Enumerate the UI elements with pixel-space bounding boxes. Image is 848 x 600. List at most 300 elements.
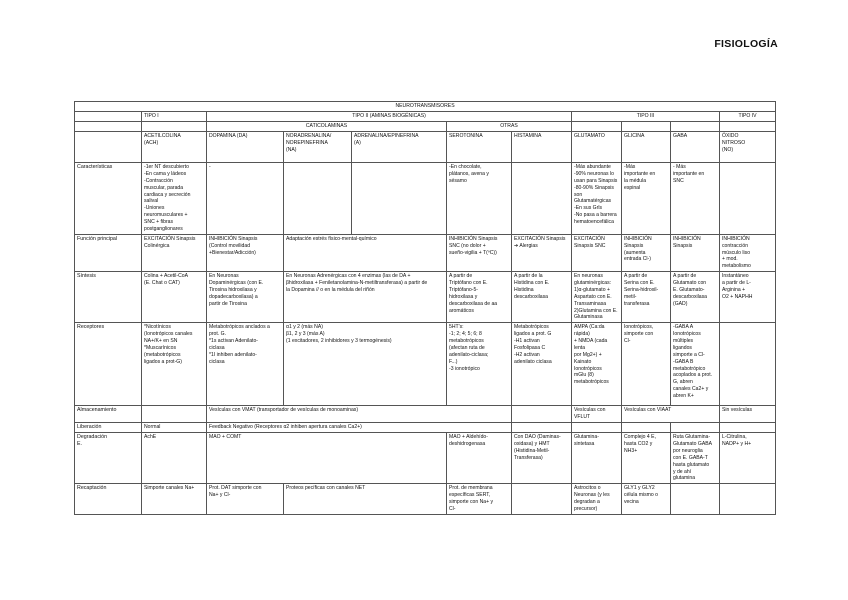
cell-line: muscular, parada <box>144 184 184 191</box>
cell-line: -Uniones <box>144 205 165 212</box>
cell-car-da <box>207 163 284 235</box>
cell-line: EXCITACIÓN Sinapsis <box>144 235 196 242</box>
cell-line: *1I inhiben adenilato- <box>209 351 257 358</box>
cell-fun-na-a <box>284 234 447 271</box>
cell-car-gli <box>622 163 671 235</box>
cell-line: INHIBICIÓN <box>722 235 750 242</box>
cell-line: múltiples <box>673 338 694 344</box>
cell-line: ligandos <box>673 344 692 351</box>
empty-cell <box>142 122 207 132</box>
cell-line: vecina <box>624 499 639 506</box>
cell-line: -1; 2; 4; 5; 6; 8 <box>449 331 482 338</box>
cell-line: -En cama y ládeos <box>144 170 187 177</box>
cell-rca-glu <box>572 484 622 515</box>
row-label-receptores: Receptores <box>75 323 142 406</box>
empty-cell <box>75 132 142 163</box>
cell-line: usan para Sinapsis <box>574 177 618 184</box>
cell-line: Glutaminasa <box>574 314 603 321</box>
cell-line: -H2 activan <box>514 351 540 358</box>
cell-deg-his <box>512 433 572 484</box>
cell-line: Instantáneo <box>722 273 749 280</box>
table-row <box>75 163 776 235</box>
cell-line: +Bienestar/Adicción) <box>209 249 256 256</box>
cell-rec-gli <box>622 323 671 406</box>
cell-line: importante en <box>624 170 656 177</box>
cell-line: En Neuronas Adrenérgicas con 4 enzimas (las de DA + <box>286 273 411 280</box>
cell-line: En Neuronas <box>209 273 239 280</box>
cell-line: metabotrópico <box>673 365 706 372</box>
cell-alm-his <box>512 406 572 423</box>
cell-line: MAO + Aldehído- <box>449 434 488 441</box>
cell-deg-gaba <box>671 433 720 484</box>
cell-line: A partir de <box>673 273 697 280</box>
cell-line: NADP+ y H+ <box>722 441 752 448</box>
cell-line: adenilato ciclasa <box>514 358 552 365</box>
empty-cell <box>671 122 720 132</box>
cell-line: -No pasa a barrera <box>574 212 617 219</box>
row-label-recaptacion: Recaptación <box>75 484 142 515</box>
cell-line: Glutamina-sintetasa <box>574 434 599 448</box>
col-header-ser <box>447 132 512 163</box>
cell-line: oxidasa) y HMT <box>514 441 550 448</box>
cell-car-no <box>720 163 776 235</box>
cell-rca-no <box>720 484 776 515</box>
cell-line: adenilato-ciclasa; <box>449 351 489 358</box>
cell-line: acoplados a prot. <box>673 372 713 379</box>
cell-line: Vesículas con VIAAT <box>624 407 672 414</box>
cell-line: F...) <box>449 358 458 365</box>
cell-line: (E. Chat o CAT) <box>144 280 180 286</box>
cell-line: Normal <box>144 424 161 430</box>
cell-fun-ach <box>142 234 207 271</box>
row-label-caracteristicas: Características <box>75 163 142 235</box>
cell-sin-ach <box>142 272 207 323</box>
col-header-no <box>720 132 776 163</box>
table-row <box>75 323 776 406</box>
cell-lib-feedback <box>207 423 512 433</box>
cell-line: Arginina + <box>722 286 746 293</box>
cell-car-gaba <box>671 163 720 235</box>
cell-line: + mod. <box>722 256 738 263</box>
cell-line: A partir de la <box>514 273 543 280</box>
cell-line: Colina + Acetil-CoA <box>144 273 189 280</box>
cell-line: GLUTAMATO <box>574 133 605 139</box>
table-title: NEUROTRANSMISORES <box>75 102 776 112</box>
cell-line: (Ionotrópicos canales <box>144 331 193 338</box>
cell-line: ADRENALINA/EPINEFRINA <box>354 133 419 139</box>
cell-line: -1er NT descubierto <box>144 164 189 170</box>
cell-line: Transaminasa <box>574 300 607 307</box>
row-label-funcion: Función principal <box>75 234 142 271</box>
cell-sin-gaba <box>671 272 720 323</box>
cell-lib-glu <box>572 423 622 433</box>
cell-line: Na+ y Cl- <box>209 492 231 499</box>
cell-line: A partir de <box>449 273 473 280</box>
cell-line: - Más <box>673 164 686 170</box>
cell-line: βhidroxilasa + Feniletanolamina-N-metiltransferasa) a partir de <box>286 280 428 286</box>
cell-line: Complejo 4 E, <box>624 434 656 441</box>
cell-sin-glu <box>572 272 622 323</box>
cell-line: mGlu (8) <box>574 372 594 379</box>
cell-deg-ach <box>142 433 207 484</box>
cell-alm-vmat <box>207 406 512 423</box>
cell-line: Metabotrópicos anclados a <box>209 324 270 331</box>
corner-cell <box>75 112 142 122</box>
cell-car-his <box>512 163 572 235</box>
cell-car-glu <box>572 163 622 235</box>
cell-line: importante en <box>673 170 705 177</box>
cell-line: ligados a prot-G) <box>144 358 182 365</box>
cell-line: deshidrogenasa <box>449 441 486 448</box>
cell-line: Prot. de membrana <box>449 485 493 492</box>
cell-line: degradan a <box>574 499 600 506</box>
cell-line: (Histidina-Metil- <box>514 447 550 454</box>
table-row <box>75 234 776 271</box>
cell-fun-da <box>207 234 284 271</box>
cell-line: Histidina <box>514 286 534 293</box>
cell-fun-gaba <box>671 234 720 271</box>
header-catecolaminas: CATICOLAMINAS <box>207 122 447 132</box>
cell-rec-na-a <box>284 323 447 406</box>
col-header-glu <box>572 132 622 163</box>
table-row <box>75 423 776 433</box>
cell-line: glutamina <box>673 475 696 482</box>
cell-deg-no <box>720 433 776 484</box>
cell-line: -80-90% Sinapsis <box>574 184 614 191</box>
cell-line: + NMDA (cada lenta <box>574 338 609 351</box>
header-tipo-ii: TIPO II (AMINAS BIOGÉNICAS) <box>207 112 572 122</box>
cell-lib-his <box>512 423 572 433</box>
cell-sin-gli <box>622 272 671 323</box>
cell-line: -En sus Grls <box>574 205 603 212</box>
cell-line: (aumenta <box>624 249 646 256</box>
cell-line: simporte con Na+ y <box>449 499 494 506</box>
cell-line: INHIBICIÓN Sinapsis <box>449 235 498 242</box>
cell-line: Ionotrópicos <box>574 365 602 372</box>
cell-line: hasta CO2 y <box>624 441 653 448</box>
cell-line: SNC (no dolor + <box>449 242 486 249</box>
cell-line: A partir de <box>624 273 648 280</box>
row-label-degradacion-text: Degradación <box>77 434 108 441</box>
cell-line: (NO) <box>722 146 734 153</box>
cell-car-ach <box>142 163 207 235</box>
cell-line: Fosfolipasa C <box>514 344 546 351</box>
cell-line: (NA) <box>286 146 297 153</box>
cell-line: simporte con <box>624 331 654 338</box>
cell-line: Metabotrópicos <box>514 324 549 331</box>
empty-cell <box>75 122 142 132</box>
cell-line: -GABA B <box>673 358 694 365</box>
cell-line: Sinapsis <box>673 242 693 249</box>
cell-rca-his <box>512 484 572 515</box>
cell-line: Vesículas con VFLUT <box>574 407 607 421</box>
cell-line: Triptófano con E. <box>449 280 488 286</box>
cell-line: AMPA (Ca:da rápida) <box>574 324 606 338</box>
cell-line: *1s activan Adenilato- <box>209 338 258 344</box>
cell-line: -90% neuronas lo <box>574 170 614 177</box>
page-title: FISIOLOGÍA <box>714 38 778 50</box>
cell-line: MAO + COMT <box>209 434 242 441</box>
cell-line: O2 + NAPHH <box>722 293 753 300</box>
cell-line: salival <box>144 198 159 205</box>
cell-line: (GAD) <box>673 300 688 307</box>
cell-line: son Glutamatérgicas <box>574 191 612 205</box>
row-label-degradacion <box>75 433 142 484</box>
cell-line: Prot. DAT simporte con <box>209 485 262 492</box>
empty-cell <box>572 122 622 132</box>
cell-line: Ionotrópicos <box>673 331 701 338</box>
cell-line: (1 excitadores, 2 inhibidores y 3 termogénesis) <box>286 338 392 344</box>
cell-line: EXCITACIÓN <box>574 235 605 242</box>
table-row <box>75 433 776 484</box>
cell-fun-no <box>720 234 776 271</box>
cell-line: NOREPINEFRINA <box>286 139 328 146</box>
cell-line: a partir de L- <box>722 280 751 286</box>
cell-line: aromáticos <box>449 307 474 314</box>
cell-sin-da <box>207 272 284 323</box>
cell-line: INHIBICIÓN <box>673 235 701 242</box>
cell-rca-na-a <box>284 484 447 515</box>
cell-line: Feedback Negativo (Receptores α2 inhiben apertura canales Ca2+) <box>209 424 362 430</box>
cell-line: 2)Glutamina con E. <box>574 307 618 314</box>
cell-line: DOPAMINA (DA) <box>209 133 248 139</box>
neurotransmitters-table <box>74 101 776 515</box>
cell-line: GABA <box>673 133 688 139</box>
cell-line: β1, 2 y 3 (más A) <box>286 331 325 338</box>
cell-line: L-Citrulina, <box>722 434 747 441</box>
cell-line: (metabotrópicos <box>144 351 181 358</box>
cell-car-ser <box>447 163 512 235</box>
cell-line: GLY1 y GLY2 <box>624 485 655 492</box>
cell-line: dopadecarboxilasa) a <box>209 293 258 300</box>
cell-line: ligados a prot. G <box>514 331 552 338</box>
col-header-gli <box>622 132 671 163</box>
cell-line: Transferasa) <box>514 454 543 461</box>
cell-line: metabolismo <box>722 263 751 270</box>
cell-line: hidroxilasa y <box>449 293 478 300</box>
cell-deg-glu <box>572 433 622 484</box>
table-row <box>75 484 776 515</box>
cell-line: Sinapsis SNC <box>574 242 606 249</box>
cell-line: - <box>209 164 211 170</box>
cell-line: específicas SERT, <box>449 492 491 499</box>
cell-line: plátanos, avena y <box>449 170 489 177</box>
cell-sin-ser <box>447 272 512 323</box>
cell-line: descarboxilasa <box>673 293 707 300</box>
cell-line: α1 y 2 (más NA) <box>286 324 323 331</box>
cell-line: (Control movilidad <box>209 242 251 249</box>
cell-line: NH3+ <box>624 447 638 454</box>
cell-car-na <box>284 163 352 235</box>
cell-line: Cl- <box>449 505 456 512</box>
cell-sin-his <box>512 272 572 323</box>
empty-cell <box>622 122 671 132</box>
cell-lib-gli <box>622 423 671 433</box>
cell-line: metabotrópicos <box>574 379 609 386</box>
table-row <box>75 272 776 323</box>
cell-line: y de ahí <box>673 468 692 475</box>
cell-line: Tirosina hidroxilasa y <box>209 286 257 293</box>
cell-line: entrada Cl-) <box>624 256 651 263</box>
cell-alm-gli-gaba <box>622 406 720 423</box>
row-label-sintesis: Síntesis <box>75 272 142 323</box>
empty-cell <box>720 122 776 132</box>
cell-line: Ionotrópicos, <box>624 324 654 331</box>
cell-line: ciclasa <box>209 358 225 365</box>
cell-line: por Mg2+) + Kainato <box>574 351 604 365</box>
cell-rca-ser <box>447 484 512 515</box>
cell-line: por neuroglia <box>673 447 703 454</box>
cell-line: AchE <box>144 434 157 441</box>
cell-line: *Muscarínicos <box>144 344 176 351</box>
cell-line: transferasa <box>624 300 650 307</box>
cell-line: con E. GABA-T <box>673 454 708 461</box>
cell-line: GLICINA <box>624 133 645 139</box>
cell-line: la Dopamina // o en la médula del riñón <box>286 286 375 293</box>
cell-line: sueño-vigilia + T(ºC)) <box>449 249 497 256</box>
cell-line: Simporte canales Na+ <box>144 485 195 492</box>
cell-rec-da <box>207 323 284 406</box>
cell-line: (A) <box>354 139 361 146</box>
cell-line: célula mismo o <box>624 492 658 499</box>
cell-line: hematoencefálica <box>574 219 614 225</box>
cell-line: NORADRENALINA/ <box>286 133 332 139</box>
cell-line: Glutamato GABA <box>673 441 713 448</box>
cell-line: ÓXIDO <box>722 133 739 139</box>
header-otras: OTRAS <box>447 122 572 132</box>
cell-line: Astrocitos o <box>574 485 601 492</box>
cell-line: Ruta Glutamina- <box>673 434 711 441</box>
header-tipo-i: TIPO I <box>142 112 207 122</box>
header-tipo-iii: TIPO III <box>572 112 720 122</box>
cell-line: INHIBICIÓN <box>624 235 652 242</box>
cell-line: ciclasa <box>209 344 225 351</box>
cell-line: Colinérgica <box>144 242 170 249</box>
cell-line: abren K+ <box>673 393 694 399</box>
cell-line: Serina-hidroxil- <box>624 286 659 293</box>
col-header-a <box>352 132 447 163</box>
cell-line: -3 ionotrópico <box>449 365 480 372</box>
cell-line: simporte a Cl- <box>673 351 705 358</box>
row-label-almacenamiento: Almacenamiento <box>75 406 142 423</box>
cell-deg-da-a <box>207 433 447 484</box>
col-header-ach <box>142 132 207 163</box>
cell-line: canales Ca2+ y <box>673 386 709 393</box>
cell-rca-da <box>207 484 284 515</box>
cell-sin-na-a <box>284 272 447 323</box>
cell-fun-gli <box>622 234 671 271</box>
cell-line: SNC + fibras <box>144 219 174 225</box>
cell-fun-ser <box>447 234 512 271</box>
cell-line: EXCITACIÓN Sinapsis <box>514 235 566 242</box>
cell-line: Adaptación estrés físico-mental-químico <box>286 235 377 242</box>
cell-line: la médula <box>624 177 647 184</box>
cell-line: Neuronas (y les <box>574 492 610 499</box>
cell-rec-glu <box>572 323 622 406</box>
cell-line: ACETILCOLINA <box>144 133 181 139</box>
cell-line: 1)α-glutamato + <box>574 286 610 293</box>
table-row <box>75 406 776 423</box>
cell-line: Glutamato con <box>673 280 707 286</box>
cell-line: Aspartato con E. <box>574 293 612 300</box>
cell-line: Triptófano-5- <box>449 286 478 293</box>
cell-rec-no <box>720 323 776 406</box>
cell-fun-glu <box>572 234 622 271</box>
cell-deg-gli <box>622 433 671 484</box>
cell-lib-gaba <box>671 423 720 433</box>
cell-line: En neuronas <box>574 273 603 280</box>
cell-line: Sin vesículas <box>722 407 753 414</box>
cell-line: músculo liso <box>722 249 751 256</box>
col-header-na <box>284 132 352 163</box>
cell-line: 5HT's: <box>449 324 464 331</box>
cell-line: hasta glutamato <box>673 461 710 468</box>
cell-lib-no <box>720 423 776 433</box>
cell-line: neuromusculares + <box>144 212 188 219</box>
cell-line: Vesículas con VMAT (transportador de vesículas de monoaminas) <box>209 407 359 414</box>
cell-line: ➔ Alergias <box>514 242 538 249</box>
cell-line: prot. G. <box>209 331 226 338</box>
cell-line: E. Glutamato- <box>673 286 705 293</box>
cell-line: contracción <box>722 242 749 249</box>
cell-line: Proteos pecíficas con canales NET <box>286 485 366 492</box>
cell-line: *Nicotínicos <box>144 324 171 331</box>
cell-line: descarboxilasa <box>514 293 548 300</box>
cell-line: -H1 activan <box>514 338 540 344</box>
cell-line: Sinapsis <box>624 242 644 249</box>
cell-line: metil- <box>624 293 637 300</box>
cell-line: Dopaminérgicas (con E. <box>209 280 264 286</box>
col-header-his <box>512 132 572 163</box>
cell-rca-ach <box>142 484 207 515</box>
cell-lib-ach <box>142 423 207 433</box>
cell-deg-ser <box>447 433 512 484</box>
cell-alm-no <box>720 406 776 423</box>
cell-line: Serina con E. <box>624 280 655 286</box>
cell-sin-no <box>720 272 776 323</box>
cell-line: -GABA A <box>673 324 694 331</box>
cell-line: -Más <box>624 164 636 170</box>
cell-line: postganglionares <box>144 225 183 232</box>
cell-line: cardiaca y secreción <box>144 191 191 198</box>
cell-line: -Más abundante <box>574 164 611 170</box>
cell-line: glutaminérgicas: <box>574 280 612 286</box>
cell-line: precursor) <box>574 505 598 512</box>
cell-line: SNC <box>673 177 684 184</box>
cell-rec-ach <box>142 323 207 406</box>
cell-line: Histidina con E. <box>514 280 550 286</box>
header-tipo-iv: TIPO IV <box>720 112 776 122</box>
cell-rca-gaba <box>671 484 720 515</box>
cell-line: espinal <box>624 184 641 191</box>
cell-alm-glu <box>572 406 622 423</box>
cell-line: NA+/K+ en SN <box>144 338 178 344</box>
cell-line: Cl- <box>624 338 631 344</box>
cell-line: HISTAMINA <box>514 133 542 139</box>
cell-line: descarboxilasa de aa <box>449 300 498 307</box>
cell-line: SEROTONINA <box>449 133 483 139</box>
cell-rec-gaba <box>671 323 720 406</box>
cell-line: partir de Tirosina <box>209 300 247 307</box>
cell-alm-ach <box>142 406 207 423</box>
cell-line: (ACH) <box>144 139 159 146</box>
cell-line: sésamo <box>449 177 467 184</box>
cell-line: G, abren <box>673 379 693 386</box>
cell-line: Con DAO (Daminas- <box>514 434 561 441</box>
cell-rec-ser <box>447 323 512 406</box>
cell-line: -En chocolate, <box>449 164 482 170</box>
cell-line: INHIBICIÓN Sinapsis <box>209 235 258 242</box>
